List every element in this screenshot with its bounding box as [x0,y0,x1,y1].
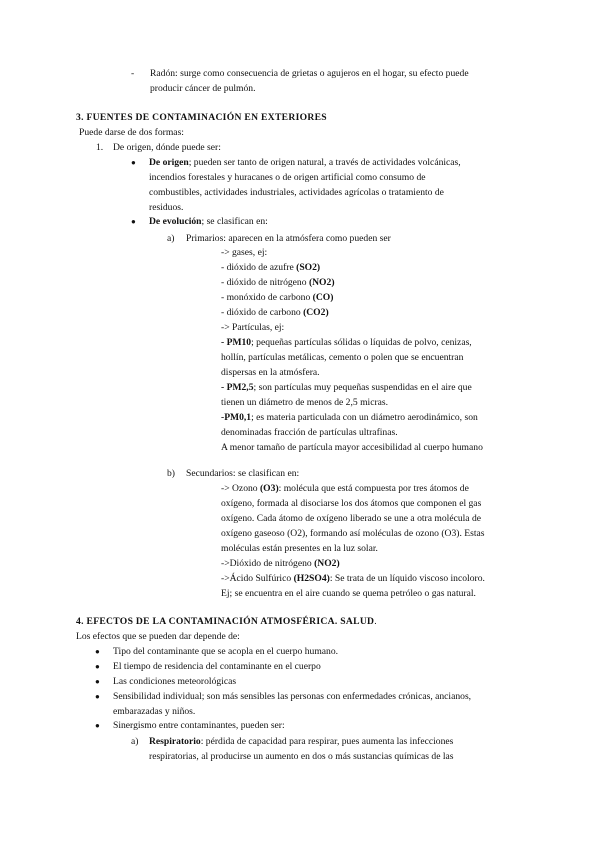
bullet-icon: ● [95,662,100,671]
term-de-evolucion: De evolución [149,216,202,227]
effect-item-2: El tiempo de residencia del contaminante en el cuerpo [113,661,321,672]
pm25-line-1: - PM2,5; son partículas muy pequeñas suspendidas en el aire que [221,382,472,393]
h2so4-line-2: Ej; se encuentra en el aire cuando se quema petróleo o gas natural. [221,588,476,599]
bullet-icon: ● [95,677,100,686]
effect-item-4-line-1: Sensibilidad individual; son más sensibles las personas con enfermedades crónicas, ancianos, [113,691,472,702]
effect-item-1: Tipo del contaminante que se acopla en el cuerpo humano. [113,646,339,657]
bullet-icon: ● [131,217,136,226]
bullet-origen-line-3: combustibles, actividades industriales, actividades agrícolas o tratamiento de [149,187,444,198]
pm10-line-1: - PM10; pequeñas partículas sólidas o líquidas de polvo, cenizas, [221,337,472,348]
secundario-no2: ->Dióxido de nitrógeno (NO2) [221,558,340,569]
bullet-evolucion: De evolución; se clasifican en: [149,216,268,227]
pm01-line-1: -PM0,1; es materia particulada con un diámetro aerodinámico, son [221,412,478,423]
numbered-item-origen: De origen, dónde puede ser: [113,142,221,153]
sub-marker-b: b) [167,468,175,479]
section-4-heading: 4. EFECTOS DE LA CONTAMINACIÓN ATMOSFÉRICA. SALUD. [76,616,377,627]
ozono-line-4: oxígeno gaseoso (O2), formando así moléculas de ozono (O3). Estas [221,528,485,539]
bullet-icon: ● [95,721,100,730]
effect-item-5: Sinergismo entre contaminantes, pueden ser: [113,720,285,731]
ozono-line-2: oxígeno, formada al disociarse los dos átomos que componen el gas [221,498,482,509]
effect-item-4-line-2: embarazadas y niños. [113,706,196,717]
gas-so2: - dióxido de azufre (SO2) [221,262,321,273]
pm25-line-2: tienen un diámetro de menos de 2,5 micras. [221,397,389,408]
gases-label: -> gases, ej: [221,247,268,258]
bullet-icon: ● [131,158,136,167]
radon-line-2: producir cáncer de pulmón. [150,83,256,94]
section-3-heading: 3. FUENTES DE CONTAMINACIÓN EN EXTERIORES [76,112,327,123]
h2so4-line-1: ->Ácido Sulfúrico (H2SO4): Se trata de un líquido viscoso incoloro. [221,573,485,584]
ozono-line-5: moléculas están presentes en la luz solar. [221,543,378,554]
bullet-origen-line-4: residuos. [149,202,184,213]
effect-item-3: Las condiciones meteorológicas [113,676,237,687]
pm10-line-3: dispersas en la atmósfera. [221,367,320,378]
pm01-line-2: denominadas fracción de partículas ultrafinas. [221,427,398,438]
gas-co2: - dióxido de carbono (CO2) [221,307,329,318]
gas-co: - monóxido de carbono (CO) [221,292,334,303]
particulas-label: -> Partículas, ej: [221,322,285,333]
bullet-icon: ● [95,647,100,656]
numbered-marker: 1. [96,142,104,153]
radon-line-1: Radón: surge como consecuencia de grietas o agujeros en el hogar, su efecto puede [150,68,469,79]
term-de-origen: De origen [149,157,189,168]
section-4-intro: Los efectos que se pueden dar depende de: [76,631,240,642]
respiratorio-line-1: Respiratorio: pérdida de capacidad para respirar, pues aumenta las infecciones [149,736,454,747]
bullet-icon: ● [95,692,100,701]
bullet-origen-line-1: De origen; pueden ser tanto de origen natural, a través de actividades volcánicas, [149,157,461,168]
section-3-intro: Puede darse de dos formas: [79,127,184,138]
bullet-origen-line-2: incendios forestales y huracanes o de origen artificial como consumo de [149,172,426,183]
gas-no2: - dióxido de nitrógeno (NO2) [221,277,335,288]
list-dash: - [131,68,135,79]
particle-size-note: A menor tamaño de partícula mayor accesibilidad al cuerpo humano [221,442,483,453]
ozono-line-3: oxígeno. Cada átomo de oxígeno liberado se une a otra molécula de [221,513,482,524]
respiratorio-line-2: respiratorias, al producirse un aumento en dos o más sustancias químicas de las [149,751,454,762]
primarios-intro: Primarios: aparecen en la atmósfera como pueden ser [186,233,391,244]
pm10-line-2: hollín, partículas metálicas, cemento o polen que se encuentran [221,352,464,363]
secundarios-intro: Secundarios: se clasifican en: [186,468,300,479]
ozono-line-1: -> Ozono (O3): molécula que está compuesta por tres átomos de [221,483,469,494]
sub-marker-a: a) [131,736,139,747]
sub-marker-a: a) [167,233,175,244]
